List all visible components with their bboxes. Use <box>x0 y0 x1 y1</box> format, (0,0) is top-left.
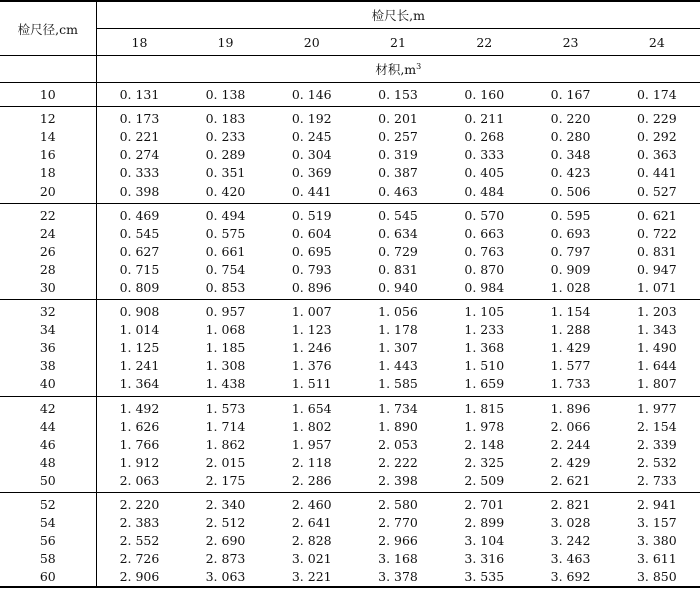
table-row <box>0 107 700 129</box>
diameter-cell: 46 <box>0 436 96 454</box>
volume-cell: 0. 405 <box>464 165 505 181</box>
volume-cell: 1. 492 <box>119 400 160 416</box>
volume-cell: 1. 241 <box>119 358 160 374</box>
table-row <box>0 375 700 396</box>
volume-cell: 1. 288 <box>550 322 591 338</box>
volume-cell: 0. 220 <box>550 111 591 127</box>
volume-cell: 1. 308 <box>205 358 246 374</box>
volume-cell: 1. 896 <box>550 400 591 416</box>
volume-cell: 1. 573 <box>205 400 246 416</box>
volume-cell: 0. 494 <box>205 207 246 223</box>
volume-cell: 2. 066 <box>550 418 591 434</box>
volume-cell: 0. 333 <box>464 147 505 163</box>
diameter-cell: 60 <box>0 568 96 587</box>
volume-cell: 2. 383 <box>119 515 160 531</box>
volume-cell: 2. 286 <box>269 472 355 493</box>
volume-cell: 1. 862 <box>205 436 246 452</box>
table-row <box>0 203 700 225</box>
volume-cell: 2. 906 <box>96 568 182 587</box>
volume-cell: 2. 118 <box>291 454 332 470</box>
volume-cell: 2. 460 <box>291 497 332 513</box>
volume-cell: 0. 484 <box>441 182 527 203</box>
volume-cell: 2. 053 <box>378 436 418 452</box>
volume-cell: 0. 896 <box>269 279 355 300</box>
volume-cell: 0. 138 <box>182 83 268 107</box>
volume-cell: 0. 634 <box>378 225 418 241</box>
volume-cell: 2. 770 <box>378 515 418 531</box>
length-column-header: 24 <box>614 29 700 56</box>
volume-cell: 0. 763 <box>464 243 505 259</box>
volume-cell: 2. 340 <box>205 497 246 513</box>
volume-cell: 0. 304 <box>291 147 332 163</box>
diameter-cell: 16 <box>0 146 96 164</box>
volume-cell: 1. 807 <box>614 375 700 396</box>
volume-cell: 3. 463 <box>550 551 591 567</box>
volume-cell: 0. 527 <box>614 182 700 203</box>
volume-cell: 0. 575 <box>205 225 246 241</box>
volume-cell: 2. 339 <box>636 436 677 452</box>
volume-cell: 3. 692 <box>527 568 613 587</box>
volume-cell: 3. 611 <box>636 551 677 567</box>
volume-cell: 0. 441 <box>636 165 677 181</box>
volume-cell: 1. 626 <box>119 418 160 434</box>
volume-cell: 0. 153 <box>355 83 441 107</box>
volume-cell: 2. 552 <box>119 533 160 549</box>
table-row <box>0 550 700 568</box>
table-row <box>0 83 700 107</box>
diameter-cell: 40 <box>0 375 96 396</box>
volume-cell: 0. 351 <box>205 165 246 181</box>
volume-label: 材积,m <box>375 62 417 77</box>
volume-cell: 2. 220 <box>119 497 160 513</box>
diameter-cell: 54 <box>0 514 96 532</box>
length-column-header: 19 <box>182 29 268 56</box>
volume-cell: 0. 947 <box>636 261 677 277</box>
diameter-cell: 28 <box>0 261 96 279</box>
table-row <box>0 128 700 146</box>
volume-cell: 1. 014 <box>119 322 160 338</box>
volume-cell: 2. 621 <box>527 472 613 493</box>
volume-cell: 1. 105 <box>464 304 505 320</box>
table-row <box>0 436 700 454</box>
diameter-cell: 34 <box>0 321 96 339</box>
volume-cell: 0. 146 <box>269 83 355 107</box>
diameter-cell: 36 <box>0 339 96 357</box>
volume-cell: 1. 028 <box>527 279 613 300</box>
volume-cell: 0. 173 <box>119 111 160 127</box>
volume-cell: 0. 160 <box>441 83 527 107</box>
table-row <box>0 357 700 375</box>
volume-cell: 0. 729 <box>378 243 418 259</box>
volume-cell: 0. 809 <box>96 279 182 300</box>
volume-cell: 0. 369 <box>291 165 332 181</box>
table-row <box>0 532 700 550</box>
table-row <box>0 492 700 514</box>
volume-cell: 0. 211 <box>464 111 505 127</box>
diameter-cell: 12 <box>0 107 96 129</box>
volume-cell: 0. 909 <box>550 261 591 277</box>
diameter-cell: 10 <box>0 83 96 107</box>
length-column-header: 20 <box>269 29 355 56</box>
volume-cell: 2. 899 <box>464 515 505 531</box>
diameter-header-spacer <box>0 56 96 83</box>
volume-unit-sup: 3 <box>416 61 422 71</box>
volume-cell: 0. 908 <box>119 304 160 320</box>
volume-cell: 1. 957 <box>291 436 332 452</box>
volume-cell: 0. 463 <box>355 182 441 203</box>
volume-cell: 0. 289 <box>205 147 246 163</box>
diameter-cell: 44 <box>0 418 96 436</box>
volume-cell: 1. 343 <box>636 322 677 338</box>
volume-cell: 1. 246 <box>291 340 332 356</box>
table-row <box>0 225 700 243</box>
diameter-cell: 58 <box>0 550 96 568</box>
volume-cell: 1. 912 <box>119 454 160 470</box>
diameter-cell: 18 <box>0 164 96 182</box>
volume-cell: 1. 443 <box>378 358 418 374</box>
volume-cell: 2. 941 <box>636 497 677 513</box>
volume-cell: 0. 257 <box>378 129 418 145</box>
volume-cell: 0. 420 <box>182 182 268 203</box>
volume-cell: 0. 192 <box>291 111 332 127</box>
diameter-cell: 20 <box>0 182 96 203</box>
volume-cell: 0. 387 <box>378 165 418 181</box>
table-row <box>0 182 700 203</box>
volume-cell: 1. 203 <box>636 304 677 320</box>
table-row <box>0 261 700 279</box>
diameter-cell: 50 <box>0 472 96 493</box>
table-row <box>0 164 700 182</box>
diameter-cell: 22 <box>0 203 96 225</box>
volume-cell: 0. 167 <box>527 83 613 107</box>
volume-cell: 1. 233 <box>464 322 505 338</box>
volume-cell: 1. 577 <box>550 358 591 374</box>
volume-cell: 2. 726 <box>119 551 160 567</box>
volume-cell: 1. 178 <box>378 322 418 338</box>
volume-cell: 3. 168 <box>378 551 418 567</box>
volume-cell: 3. 028 <box>550 515 591 531</box>
volume-cell: 0. 957 <box>205 304 246 320</box>
volume-cell: 1. 068 <box>205 322 246 338</box>
volume-cell: 1. 071 <box>614 279 700 300</box>
diameter-cell: 52 <box>0 492 96 514</box>
volume-cell: 3. 380 <box>636 533 677 549</box>
volume-cell: 3. 850 <box>614 568 700 587</box>
volume-cell: 0. 831 <box>378 261 418 277</box>
volume-cell: 1. 815 <box>464 400 505 416</box>
volume-cell: 0. 715 <box>119 261 160 277</box>
volume-cell: 0. 319 <box>378 147 418 163</box>
volume-cell: 0. 545 <box>119 225 160 241</box>
volume-cell: 2. 244 <box>550 436 591 452</box>
diameter-cell: 26 <box>0 243 96 261</box>
volume-cell: 2. 701 <box>464 497 505 513</box>
volume-cell: 1. 654 <box>291 400 332 416</box>
volume-cell: 0. 519 <box>291 207 332 223</box>
volume-cell: 1. 802 <box>291 418 332 434</box>
volume-cell: 1. 123 <box>291 322 332 338</box>
volume-cell: 0. 174 <box>614 83 700 107</box>
volume-cell: 2. 429 <box>550 454 591 470</box>
volume-cell: 1. 007 <box>291 304 332 320</box>
diameter-cell: 14 <box>0 128 96 146</box>
diameter-cell: 42 <box>0 396 96 418</box>
volume-cell: 0. 348 <box>550 147 591 163</box>
volume-cell: 1. 510 <box>464 358 505 374</box>
volume-cell: 0. 604 <box>291 225 332 241</box>
volume-cell: 2. 690 <box>205 533 246 549</box>
diameter-cell: 30 <box>0 279 96 300</box>
volume-cell: 0. 333 <box>119 165 160 181</box>
volume-cell: 1. 978 <box>464 418 505 434</box>
volume-cell: 0. 233 <box>205 129 246 145</box>
volume-cell: 0. 793 <box>291 261 332 277</box>
volume-cell: 0. 940 <box>355 279 441 300</box>
volume-cell: 0. 595 <box>550 207 591 223</box>
volume-cell: 1. 511 <box>269 375 355 396</box>
volume-cell: 1. 977 <box>636 400 677 416</box>
volume-cell: 0. 274 <box>119 147 160 163</box>
volume-cell: 2. 063 <box>96 472 182 493</box>
volume-cell: 1. 307 <box>378 340 418 356</box>
length-column-header: 21 <box>355 29 441 56</box>
volume-cell: 1. 890 <box>378 418 418 434</box>
volume-cell: 0. 693 <box>550 225 591 241</box>
volume-cell: 3. 221 <box>269 568 355 587</box>
volume-cell: 2. 641 <box>291 515 332 531</box>
volume-cell: 1. 585 <box>355 375 441 396</box>
table-row <box>0 396 700 418</box>
volume-cell: 2. 821 <box>550 497 591 513</box>
volume-cell: 2. 580 <box>378 497 418 513</box>
volume-cell: 0. 570 <box>464 207 505 223</box>
length-values-row <box>0 29 700 56</box>
volume-cell: 2. 512 <box>205 515 246 531</box>
volume-cell: 0. 754 <box>205 261 246 277</box>
diameter-header: 检尺径,cm <box>0 1 96 56</box>
table-row <box>0 339 700 357</box>
table-row <box>0 146 700 164</box>
volume-cell: 0. 469 <box>119 207 160 223</box>
volume-cell: 0. 621 <box>636 207 677 223</box>
volume-cell: 0. 661 <box>205 243 246 259</box>
volume-cell: 1. 154 <box>550 304 591 320</box>
volume-cell: 0. 398 <box>96 182 182 203</box>
volume-cell: 3. 021 <box>291 551 332 567</box>
table-row <box>0 321 700 339</box>
volume-cell: 0. 506 <box>527 182 613 203</box>
volume-cell: 1. 125 <box>119 340 160 356</box>
volume-cell: 1. 368 <box>464 340 505 356</box>
volume-cell: 2. 873 <box>205 551 246 567</box>
volume-cell: 2. 828 <box>291 533 332 549</box>
volume-cell: 3. 104 <box>464 533 505 549</box>
diameter-cell: 32 <box>0 300 96 322</box>
diameter-cell: 48 <box>0 454 96 472</box>
volume-cell: 1. 490 <box>636 340 677 356</box>
volume-cell: 0. 423 <box>550 165 591 181</box>
volume-cell: 2. 154 <box>636 418 677 434</box>
volume-cell: 0. 853 <box>182 279 268 300</box>
table-row <box>0 418 700 436</box>
volume-cell: 1. 376 <box>291 358 332 374</box>
volume-cell: 3. 378 <box>355 568 441 587</box>
volume-cell: 0. 695 <box>291 243 332 259</box>
table-row <box>0 472 700 493</box>
volume-cell: 2. 966 <box>378 533 418 549</box>
volume-cell: 0. 131 <box>96 83 182 107</box>
volume-cell: 1. 659 <box>441 375 527 396</box>
table-body <box>0 83 700 588</box>
volume-cell: 2. 532 <box>636 454 677 470</box>
table-row <box>0 454 700 472</box>
volume-cell: 0. 268 <box>464 129 505 145</box>
volume-cell: 0. 441 <box>269 182 355 203</box>
volume-cell: 2. 733 <box>614 472 700 493</box>
volume-header <box>96 56 700 83</box>
volume-cell: 1. 644 <box>636 358 677 374</box>
volume-cell: 0. 831 <box>636 243 677 259</box>
volume-cell: 0. 722 <box>636 225 677 241</box>
diameter-cell: 24 <box>0 225 96 243</box>
table-row <box>0 300 700 322</box>
volume-cell: 2. 015 <box>205 454 246 470</box>
volume-cell: 1. 364 <box>96 375 182 396</box>
length-header: 检尺长,m <box>96 1 700 29</box>
volume-cell: 2. 175 <box>182 472 268 493</box>
volume-cell: 0. 292 <box>636 129 677 145</box>
volume-cell: 3. 157 <box>636 515 677 531</box>
volume-cell: 1. 185 <box>205 340 246 356</box>
volume-cell: 0. 201 <box>378 111 418 127</box>
volume-cell: 0. 984 <box>441 279 527 300</box>
volume-cell: 3. 535 <box>441 568 527 587</box>
volume-cell: 2. 222 <box>378 454 418 470</box>
volume-cell: 1. 734 <box>378 400 418 416</box>
volume-cell: 0. 663 <box>464 225 505 241</box>
volume-cell: 2. 148 <box>464 436 505 452</box>
volume-cell: 0. 545 <box>378 207 418 223</box>
volume-cell: 1. 056 <box>378 304 418 320</box>
volume-cell: 2. 325 <box>464 454 505 470</box>
table-row <box>0 568 700 587</box>
length-column-header: 18 <box>96 29 182 56</box>
volume-cell: 1. 766 <box>119 436 160 452</box>
length-column-header: 23 <box>527 29 613 56</box>
volume-cell: 0. 797 <box>550 243 591 259</box>
volume-cell: 0. 245 <box>291 129 332 145</box>
volume-cell: 3. 316 <box>464 551 505 567</box>
volume-cell: 3. 242 <box>550 533 591 549</box>
volume-cell: 0. 221 <box>119 129 160 145</box>
volume-cell: 0. 229 <box>636 111 677 127</box>
volume-cell: 3. 063 <box>182 568 268 587</box>
volume-cell: 2. 509 <box>441 472 527 493</box>
volume-cell: 0. 183 <box>205 111 246 127</box>
volume-cell: 1. 429 <box>550 340 591 356</box>
volume-cell: 2. 398 <box>355 472 441 493</box>
volume-cell: 0. 363 <box>636 147 677 163</box>
table-row <box>0 514 700 532</box>
table-row <box>0 243 700 261</box>
diameter-cell: 38 <box>0 357 96 375</box>
volume-cell: 1. 714 <box>205 418 246 434</box>
volume-cell: 1. 733 <box>527 375 613 396</box>
volume-cell: 0. 280 <box>550 129 591 145</box>
length-column-header: 22 <box>441 29 527 56</box>
volume-cell: 1. 438 <box>182 375 268 396</box>
volume-cell: 0. 627 <box>119 243 160 259</box>
volume-cell: 0. 870 <box>464 261 505 277</box>
diameter-cell: 56 <box>0 532 96 550</box>
table-row <box>0 279 700 300</box>
